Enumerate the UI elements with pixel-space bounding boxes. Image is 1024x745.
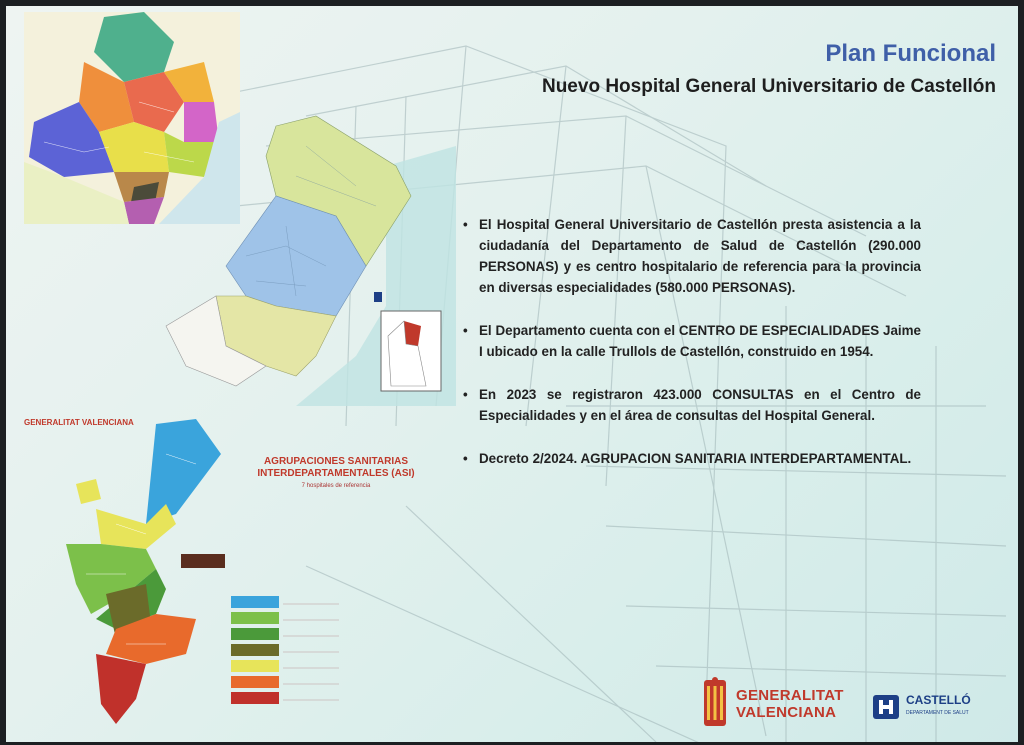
legend-swatch	[231, 692, 279, 704]
legend-swatch	[231, 644, 279, 656]
asi-valencian-community-map	[56, 414, 226, 730]
bullet-hospital-assistance: • El Hospital General Universitario de Castellón presta asistencia a la ciudadanía del Departamento de Salud de Castellón (290.000 PERSONAS) y es centro hospitalario de referencia para la provincia en diversas especialidades (580.000 PERSONAS).	[461, 214, 921, 298]
legend-swatch	[231, 628, 279, 640]
generalitat-logo-text: GENERALITAT VALENCIANA	[736, 687, 844, 721]
presentation-slide	[6, 6, 1018, 742]
valencian-coat-of-arms-icon	[702, 676, 728, 732]
legend-swatch	[231, 612, 279, 624]
asi-legend	[231, 596, 341, 714]
castello-h-icon	[872, 694, 900, 720]
castello-logo-text	[906, 694, 971, 720]
generalitat-valenciana-logo	[702, 676, 846, 732]
generalitat-small-logo: GENERALITAT VALENCIANA	[24, 418, 134, 427]
asi-map-title: AGRUPACIONES SANITARIAS INTERDEPARTAMENTALES (ASI)	[257, 456, 415, 479]
slide-subtitle: Nuevo Hospital General Universitario de Castellón	[541, 76, 996, 97]
bullet-consultations-2023: • En 2023 se registraron 423.000 CONSULTAS en el Centro de Especialidades y en el área de consultas del Hospital General.	[461, 384, 921, 426]
castello-department-logo	[872, 694, 971, 720]
castello-label: CASTELLÓ	[906, 693, 971, 707]
asi-map-subtitle: 7 hospitales de referencia	[301, 483, 371, 489]
legend-swatch	[231, 596, 279, 608]
slide-title: Plan Funcional	[825, 40, 996, 67]
legend-swatch	[231, 676, 279, 688]
castellon-department-map	[156, 106, 456, 406]
legend-swatch	[231, 660, 279, 672]
bullet-decree: • Decreto 2/2024. AGRUPACION SANITARIA INTERDEPARTAMENTAL.	[461, 448, 921, 469]
bullet-list	[461, 214, 921, 491]
castello-sublabel: DEPARTAMENT DE SALUT	[906, 710, 969, 716]
bullet-specialty-center: • El Departamento cuenta con el CENTRO DE ESPECIALIDADES Jaime I ubicado en la calle Trullols de Castellón, construido en 1954.	[461, 320, 921, 362]
